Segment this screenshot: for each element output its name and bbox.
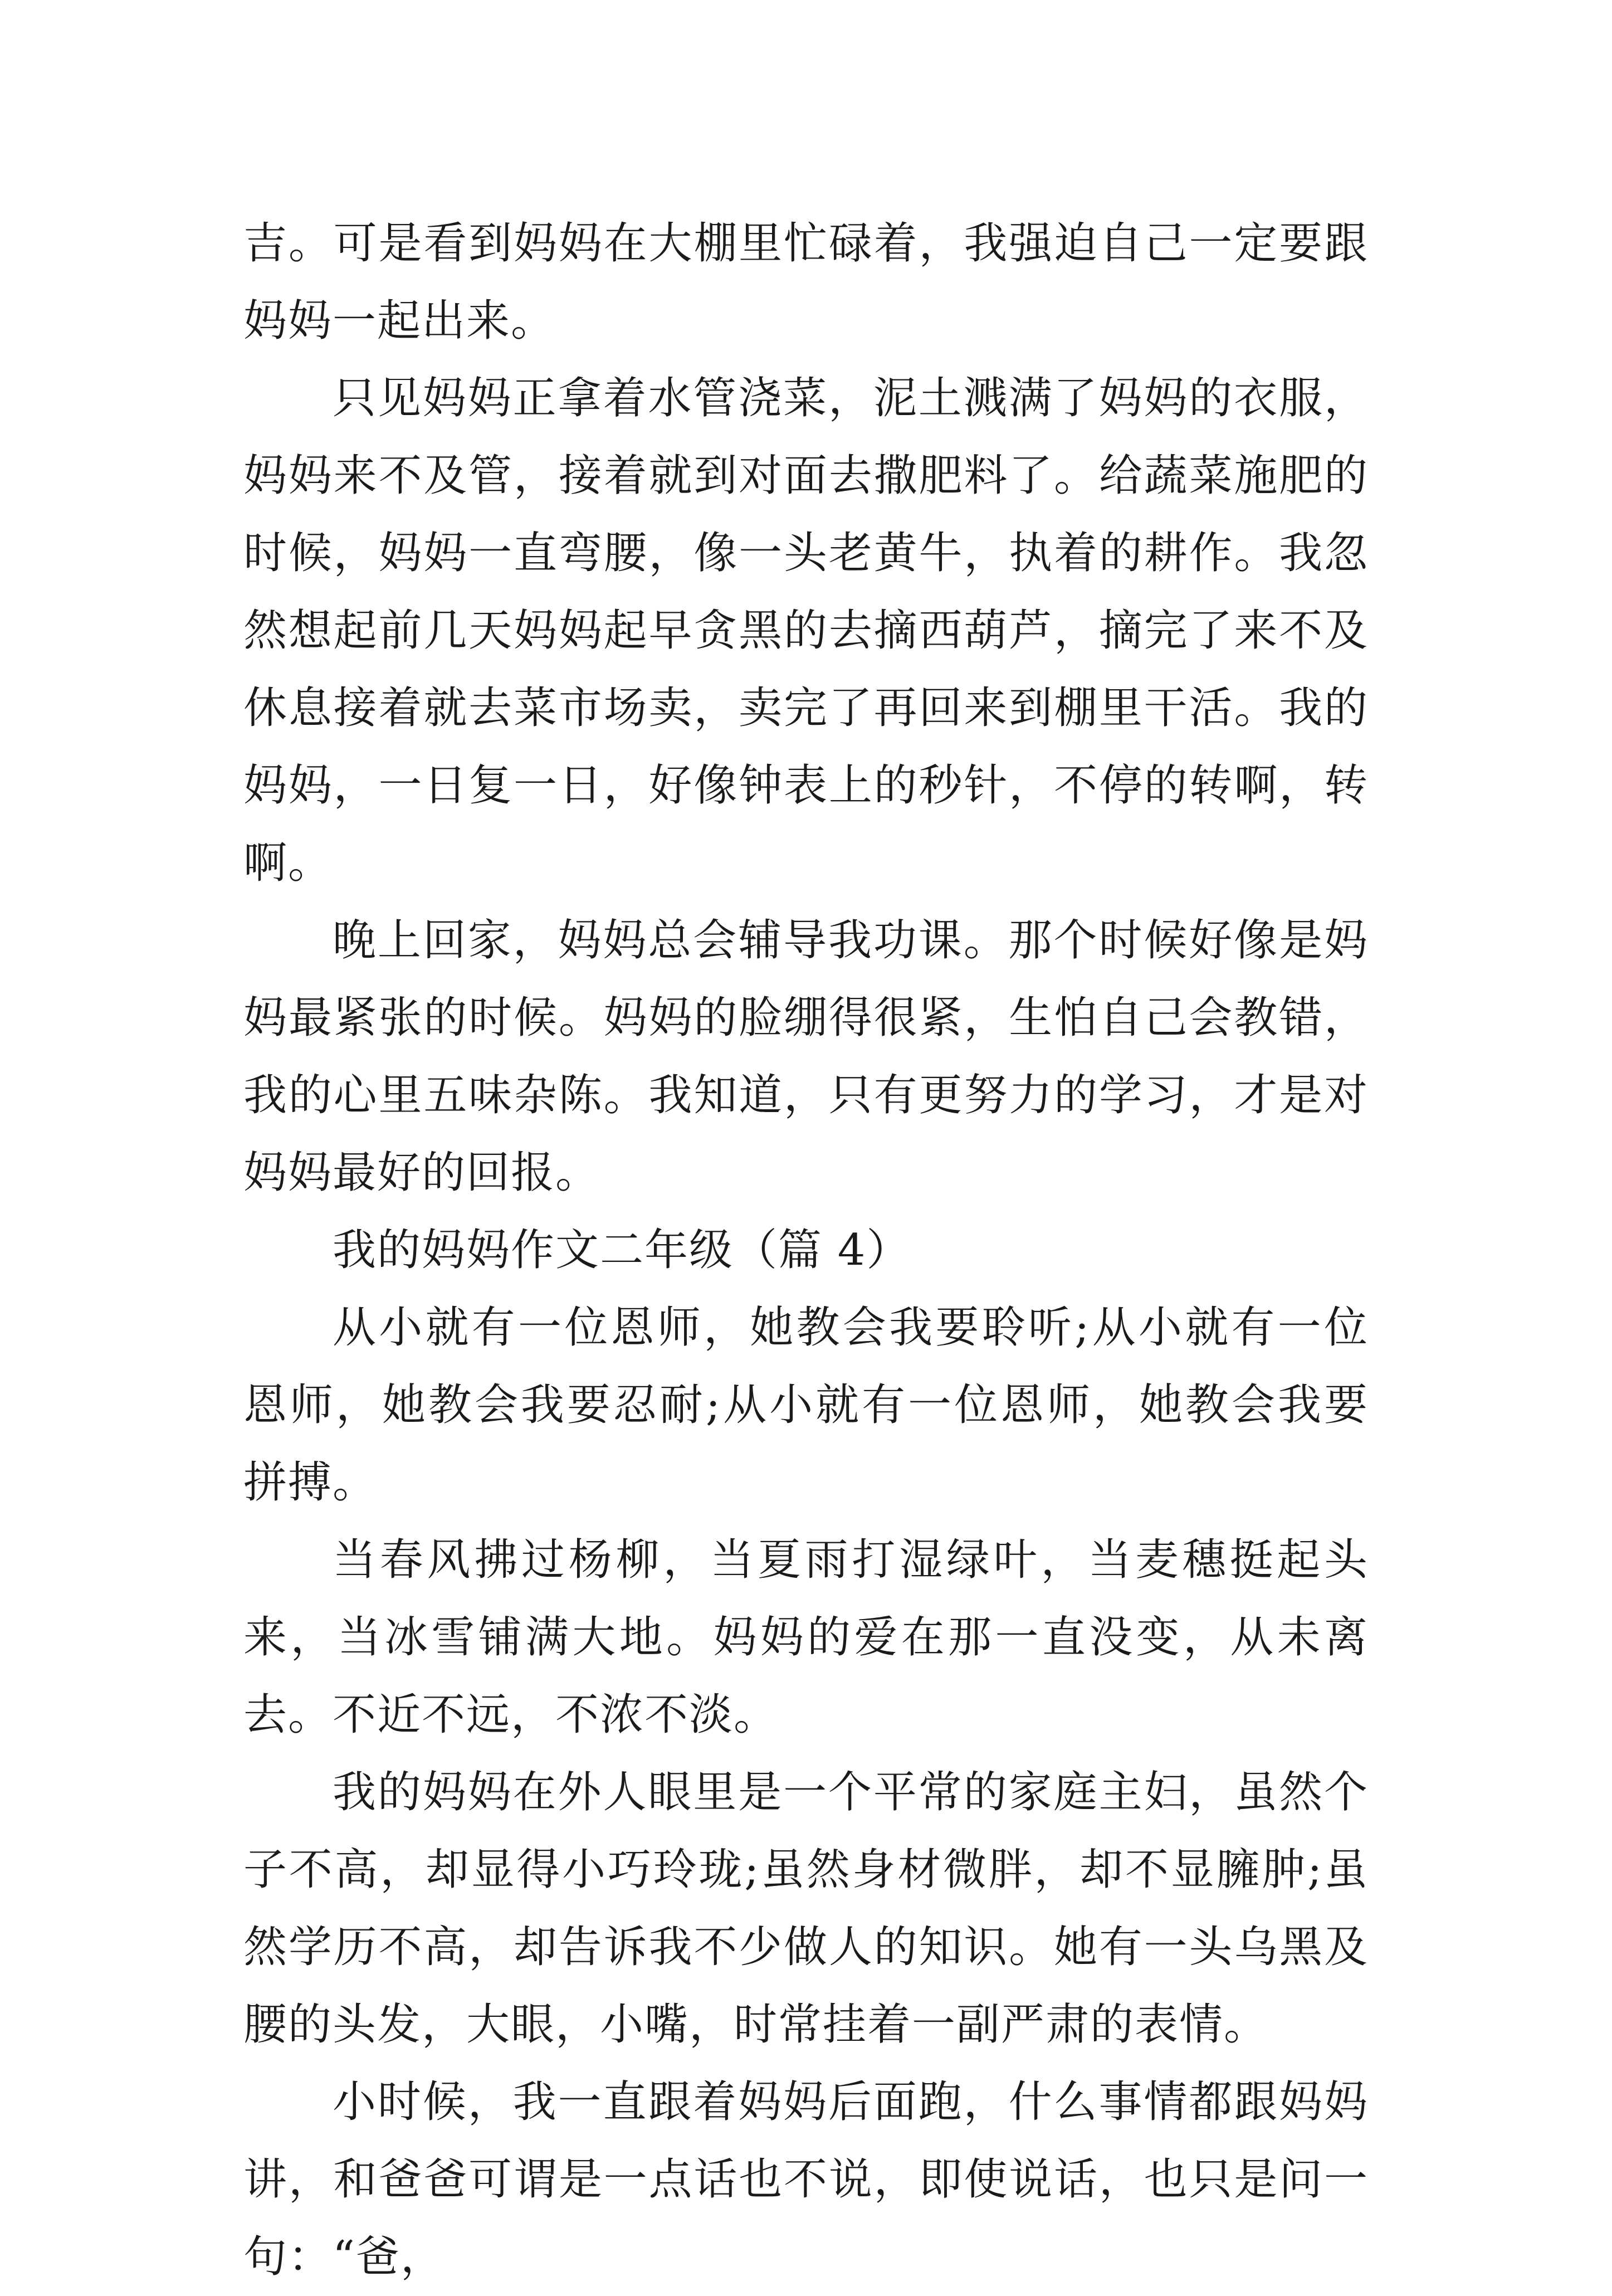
document-body xyxy=(243,205,1369,2296)
section-paragraph-4: 小时候，我一直跟着妈妈后面跑，什么事情都跟妈妈讲，和爸爸可谓是一点话也不说，即使说话，也只是问一句：“爸， xyxy=(243,2077,1369,2282)
paragraph-1: 吉。可是看到妈妈在大棚里忙碌着，我强迫自己一定要跟妈妈一起出来。 xyxy=(243,218,1369,346)
section-paragraph-3: 我的妈妈在外人眼里是一个平常的家庭主妇，虽然个子不高，却显得小巧玲珑;虽然身材微胖，却不显臃肿;虽然学历不高，却告诉我不少做人的知识。她有一头乌黑及腰的头发，大眼，小嘴，时常挂着一副严肃的表情。 xyxy=(243,1767,1369,2050)
paragraph-2: 只见妈妈正拿着水管浇菜，泥土溅满了妈妈的衣服，妈妈来不及管，接着就到对面去撒肥料了。给蔬菜施肥的时候，妈妈一直弯腰，像一头老黄牛，执着的耕作。我忽然想起前几天妈妈起早贪黑的去摘西葫芦，摘完了来不及休息接着就去菜市场卖，卖完了再回来到棚里干活。我的妈妈，一日复一日，好像钟表上的秒针，不停的转啊，转啊。 xyxy=(243,373,1369,888)
paragraph-3: 晚上回家，妈妈总会辅导我功课。那个时候好像是妈妈最紧张的时候。妈妈的脸绷得很紧，生怕自己会教错，我的心里五味杂陈。我知道，只有更努力的学习，才是对妈妈最好的回报。 xyxy=(243,915,1369,1198)
section-paragraph-1: 从小就有一位恩师，她教会我要聆听;从小就有一位恩师，她教会我要忍耐;从小就有一位恩师，她教会我要拼搏。 xyxy=(243,1303,1369,1508)
section-paragraph-2: 当春风拂过杨柳，当夏雨打湿绿叶，当麦穗挺起头来，当冰雪铺满大地。妈妈的爱在那一直没变，从未离去。不近不远，不浓不淡。 xyxy=(243,1535,1369,1740)
section-heading: 我的妈妈作文二年级（篇 4） xyxy=(333,1225,911,1275)
